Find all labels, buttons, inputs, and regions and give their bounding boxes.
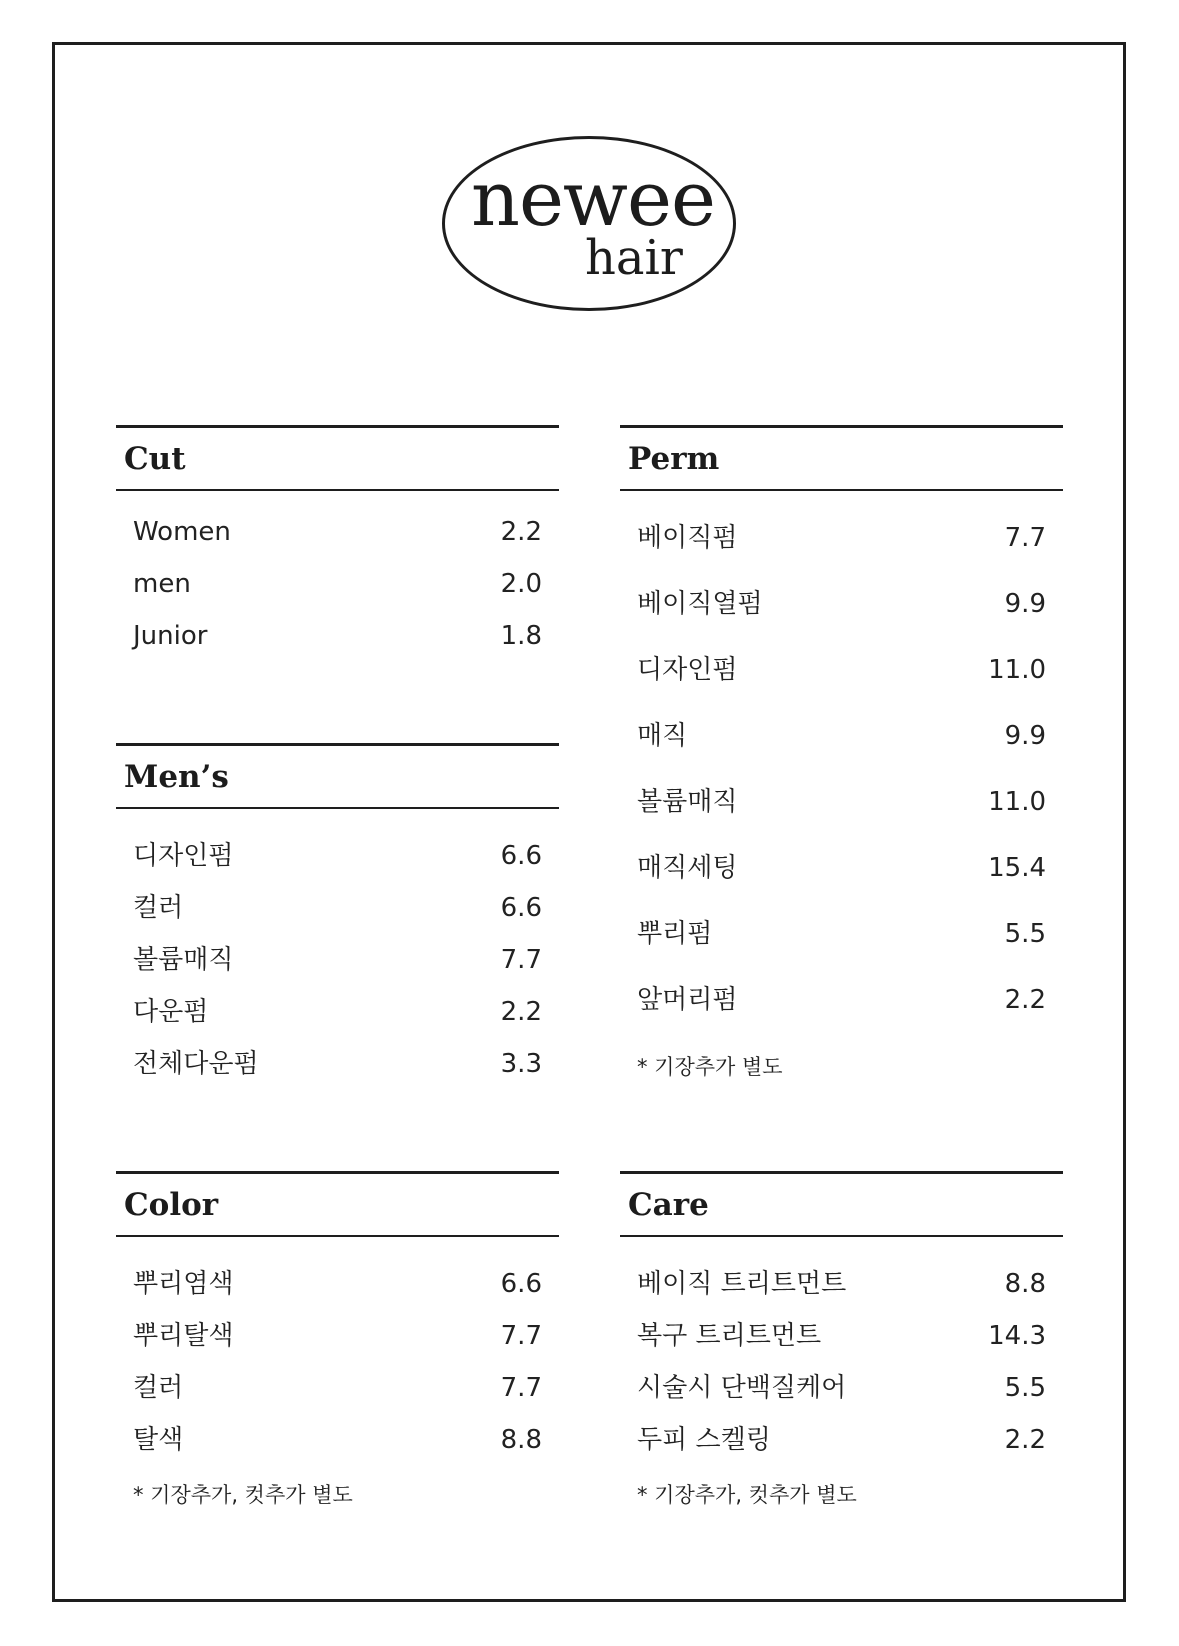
list-item	[133, 939, 542, 991]
item-price: 14.3	[988, 1321, 1046, 1351]
item-price: 7.7	[500, 1321, 542, 1351]
list-item	[637, 649, 1046, 715]
item-price: 3.3	[500, 1049, 542, 1079]
list-item	[637, 1315, 1046, 1367]
brand-line2: hair	[585, 230, 683, 286]
item-name: men	[133, 569, 191, 599]
section-note: * 기장추가, 컷추가 별도	[133, 1483, 353, 1507]
list-item	[133, 517, 542, 569]
item-price: 1.8	[500, 621, 542, 651]
item-name: 전체다운펌	[133, 1049, 259, 1079]
section-note: * 기장추가, 컷추가 별도	[637, 1483, 857, 1507]
item-price: 7.7	[500, 945, 542, 975]
item-name: 뿌리탈색	[133, 1321, 234, 1351]
item-name: 디자인펌	[133, 841, 234, 871]
item-price: 2.2	[1004, 985, 1046, 1015]
item-price: 8.8	[1004, 1269, 1046, 1299]
section-care	[620, 1171, 1063, 1509]
section-color	[116, 1171, 559, 1509]
item-name: 베이직 트리트먼트	[637, 1269, 847, 1299]
item-price: 11.0	[988, 655, 1046, 685]
list-item	[133, 1315, 542, 1367]
item-price: 6.6	[500, 841, 542, 871]
list-item	[133, 835, 542, 887]
item-name: 시술시 단백질케어	[637, 1373, 847, 1403]
section-title: Color	[116, 1171, 559, 1237]
item-name: 베이직열펌	[637, 589, 763, 619]
item-name: 뿌리펌	[637, 919, 713, 949]
list-item	[637, 1263, 1046, 1315]
item-price: 2.2	[500, 997, 542, 1027]
list-item	[133, 1419, 542, 1471]
section-mens	[116, 743, 559, 1095]
item-name: Women	[133, 517, 231, 547]
item-name: 컬러	[133, 893, 184, 923]
section-perm	[620, 425, 1063, 1081]
section-title: Men’s	[116, 743, 559, 809]
item-name: 베이직펌	[637, 523, 738, 553]
item-price: 6.6	[500, 1269, 542, 1299]
item-name: 매직세팅	[637, 853, 738, 883]
list-item	[133, 991, 542, 1043]
list-item	[637, 517, 1046, 583]
item-name: 탈색	[133, 1425, 184, 1455]
item-name: 디자인펌	[637, 655, 738, 685]
list-item	[637, 979, 1046, 1045]
item-name: 볼륨매직	[637, 787, 738, 817]
item-name: 컬러	[133, 1373, 184, 1403]
item-price: 6.6	[500, 893, 542, 923]
list-item	[637, 715, 1046, 781]
item-price: 7.7	[1004, 523, 1046, 553]
list-item	[133, 887, 542, 939]
item-name: 다운펌	[133, 997, 209, 1027]
list-item	[637, 781, 1046, 847]
item-name: 두피 스켈링	[637, 1425, 771, 1455]
item-price: 11.0	[988, 787, 1046, 817]
item-name: 매직	[637, 721, 688, 751]
list-item	[637, 913, 1046, 979]
item-price: 15.4	[988, 853, 1046, 883]
list-item	[133, 1043, 542, 1095]
list-item	[133, 569, 542, 621]
list-item	[637, 583, 1046, 649]
list-item	[133, 621, 542, 673]
item-price: 2.0	[500, 569, 542, 599]
item-name: 뿌리염색	[133, 1269, 234, 1299]
brand-logo	[442, 136, 736, 311]
brand-line1: newee	[471, 154, 715, 243]
section-note: * 기장추가 별도	[637, 1055, 783, 1079]
item-price: 5.5	[1004, 1373, 1046, 1403]
item-price: 2.2	[1004, 1425, 1046, 1455]
item-price: 9.9	[1004, 589, 1046, 619]
section-title: Perm	[620, 425, 1063, 491]
item-price: 2.2	[500, 517, 542, 547]
list-item	[637, 1367, 1046, 1419]
item-price: 9.9	[1004, 721, 1046, 751]
item-price: 7.7	[500, 1373, 542, 1403]
list-item	[637, 1419, 1046, 1471]
list-item	[133, 1263, 542, 1315]
list-item	[133, 1367, 542, 1419]
section-cut	[116, 425, 559, 673]
list-item	[637, 847, 1046, 913]
item-name: 복구 트리트먼트	[637, 1321, 822, 1351]
item-name: 볼륨매직	[133, 945, 234, 975]
item-name: 앞머리펌	[637, 985, 738, 1015]
item-price: 5.5	[1004, 919, 1046, 949]
item-price: 8.8	[500, 1425, 542, 1455]
item-name: Junior	[133, 621, 208, 651]
section-title: Care	[620, 1171, 1063, 1237]
section-title: Cut	[116, 425, 559, 491]
